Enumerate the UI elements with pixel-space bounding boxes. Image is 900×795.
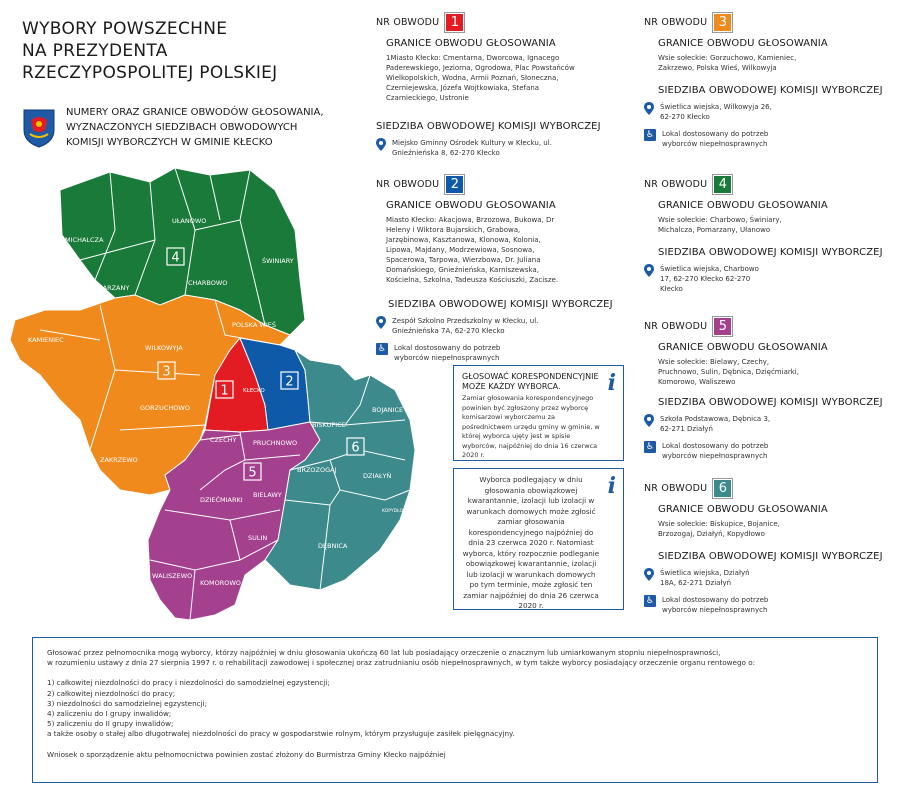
granice-heading: GRANICE OBWODU GŁOSOWANIA: [658, 342, 828, 353]
wheelchair-icon: ♿: [645, 130, 655, 140]
label-pruchnowo: PRUCHNOWO: [253, 439, 298, 447]
label-swiniary: ŚWINIARY: [262, 257, 294, 265]
granice-heading: GRANICE OBWODU GŁOSOWANIA: [658, 504, 828, 515]
map-badge-1: 1: [220, 383, 229, 399]
granice-text: Wsie sołeckie: Gorzuchowo, Kamieniec, Zakrzewo, Polska Wieś, Wilkowyja: [658, 54, 797, 72]
district-map: [0, 160, 440, 640]
quarantine-voting-info: [453, 468, 624, 610]
location-pin-icon: [644, 102, 654, 115]
label-klecko: KŁECKO: [243, 388, 265, 394]
info-heading: GŁOSOWAĆ KORESPONDENCYJNIE MOŻE KAŻDY WYBORCA.: [462, 372, 599, 391]
info-icon: i: [607, 473, 616, 499]
correspondence-voting-info: [453, 365, 624, 461]
label-zakrzewo: ZAKRZEWO: [100, 456, 138, 464]
siedziba-address: Świetlica wiejska, Charbowo 17, 62-270 Kłecko 62-270 Kłecko: [660, 265, 759, 293]
coat-of-arms-icon: [22, 108, 56, 148]
district-nr-badge: 3: [713, 13, 732, 32]
label-kamieniec: KAMIENIEC: [28, 336, 64, 344]
map-badge-5: 5: [248, 465, 257, 481]
map-badge-4: 4: [171, 250, 180, 266]
map-badge-2: 2: [285, 374, 294, 390]
proxy-list-item-3: 3) niezdolności do samodzielnej egzystencji;: [47, 698, 208, 708]
proxy-list-item-1: 1) całkowitej niezdolności do pracy i niezdolności do samodzielnej egzystencji;: [47, 678, 330, 688]
siedziba-address: Zespół Szkolno Przedszkolny w Kłecku, ul. Gnieźnieńska 7A, 62-270 Kłecko: [392, 317, 539, 335]
district-3-panel: [644, 12, 884, 149]
label-komorowo: KOMOROWO: [200, 579, 241, 587]
subtitle-line-3: KOMISJI WYBORCZYCH W GMINIE KŁECKO: [66, 137, 273, 148]
district-1-panel: [376, 12, 606, 158]
label-czechy: CZECHY: [210, 436, 237, 444]
granice-text: 1Miasto Kłecko: Cmentarna, Dworcowa, Ignacego Paderewskiego, Jeziorna, Ogrodowa, Plac Powstańców Wielkopolskich, Wodna, Armii Poznań, Słoneczna, Czerniejewska, Józefa Wojtkowiaka, Stefana Czarnieckiego, Ustronie: [386, 54, 575, 102]
title-line-2: NA PREZYDENTA: [22, 41, 168, 61]
map-badge-6: 6: [351, 440, 360, 456]
label-brzozogaj: BRZOZOGAJ: [297, 466, 337, 474]
district-5-panel: [644, 316, 884, 461]
siedziba-address: Świetlica wiejska, Wilkowyja 26, 62-270 Kłecko: [660, 103, 772, 121]
granice-heading: GRANICE OBWODU GŁOSOWANIA: [386, 38, 556, 49]
siedziba-heading: SIEDZIBA OBWODOWEJ KOMISJI WYBORCZEJ: [376, 121, 601, 132]
siedziba-heading: SIEDZIBA OBWODOWEJ KOMISJI WYBORCZEJ: [658, 397, 883, 408]
district-nr-badge: 2: [445, 175, 464, 194]
wheelchair-icon: ♿: [645, 442, 655, 452]
location-pin-icon: [376, 138, 386, 151]
info-text: Wyborca podlegający w dniu głosowania obowiązkowej kwarantannie, izolacji lub izolacji w warunkach domowych może zgłosić zamiar głosowania korespondencyjnego najpóźniej do dnia 23 czerwca 2020 r. Natomiast wyborca, który rozpocznie podleganie obowiązkowej kwarantannie, izolacji lub izolacji w warunkach domowych po tym terminie, może zgłosić ten zamiar najpóźniej do dnia 26 czerwca 2020 r.: [462, 475, 600, 610]
siedziba-heading: SIEDZIBA OBWODOWEJ KOMISJI WYBORCZEJ: [658, 551, 883, 562]
subtitle-line-1: NUMERY ORAZ GRANICE OBWODÓW GŁOSOWANIA,: [66, 107, 324, 118]
granice-text: Wsie sołeckie: Bielawy, Czechy, Pruchnowo, Sulin, Dębnica, Dzięćmiarki, Komorowo, Waliszewo: [658, 358, 799, 386]
location-pin-icon: [644, 264, 654, 277]
siedziba-address: Świetlica wiejska, Działyń 18A, 62-271 Działyń: [660, 569, 750, 587]
accessible-note: Lokal dostosowany do potrzeb wyborców niepełnosprawnych: [662, 442, 769, 460]
info-text: Zamiar głosowania korespondencyjnego powinien być zgłoszony przez wyborcę komisarzowi wyborczemu za pośrednictwem urzędu gminy w gminie, w której wyborca ujęty jest w spisie wyborców, najpóźniej do dnia 16 czerwca 2020 r.: [462, 394, 600, 459]
siedziba-address: Szkoła Podstawowa, Dębnica 3, 62-271 Działyń: [660, 415, 771, 433]
district-6-panel: [644, 478, 884, 615]
accessible-note: Lokal dostosowany do potrzeb wyborców niepełnosprawnych: [662, 596, 769, 614]
proxy-voting-section: [32, 637, 878, 783]
district-nr-badge: 6: [713, 479, 732, 498]
district-nr-label: NR OBWODU: [376, 16, 440, 28]
proxy-list-item-5: 5) zaliczeniu do II grupy inwalidów;: [47, 719, 174, 729]
label-dziemiarki: DZIEĆMIARKI: [200, 496, 243, 504]
district-nr-label: NR OBWODU: [644, 16, 708, 28]
proxy-list-item-6: a także osoby o stałej albo długotrwałej niezdolności do pracy w gospodarstwie rolnym, którym przysługuje zasiłek pielęgnacyjny.: [47, 729, 515, 739]
label-michalcza: MICHALCZA: [65, 236, 104, 244]
title-line-3: RZECZYPOSPOLITEJ POLSKIEJ: [22, 63, 278, 83]
siedziba-address: Miejsko Gminny Ośrodek Kultury w Kłecku, ul. Gnieźnieńska 8, 62-270 Kłecko: [392, 139, 552, 157]
district-nr-label: NR OBWODU: [644, 482, 708, 494]
wheelchair-icon: ♿: [377, 344, 387, 354]
info-icon: i: [607, 370, 616, 396]
district-nr-label: NR OBWODU: [644, 320, 708, 332]
proxy-list-item-4: 4) zaliczeniu do I grupy inwalidów;: [47, 709, 172, 719]
district-nr-badge: 4: [713, 175, 732, 194]
title-line-1: WYBORY POWSZECHNE: [22, 19, 228, 39]
district-4-panel: [644, 174, 884, 294]
granice-heading: GRANICE OBWODU GŁOSOWANIA: [658, 200, 828, 211]
proxy-paragraph-2: Wniosek o sporządzenie aktu pełnomocnictwa powinien zostać złożony do Burmistrza Gminy Kłecko najpóźniej: [47, 749, 446, 759]
label-ulanowo: UŁANOWO: [172, 217, 207, 225]
label-dzialyn: DZIAŁYŃ: [363, 472, 392, 480]
map-badge-3: 3: [162, 364, 171, 380]
district-nr-label: NR OBWODU: [644, 178, 708, 190]
label-bielawy: BIELAWY: [253, 491, 282, 499]
label-gorzuchowo: GORZUCHOWO: [140, 404, 190, 412]
district-2-panel: [376, 174, 613, 363]
siedziba-heading: SIEDZIBA OBWODOWEJ KOMISJI WYBORCZEJ: [658, 85, 883, 96]
granice-heading: GRANICE OBWODU GŁOSOWANIA: [386, 200, 556, 211]
label-biskupice: BISKUPICE: [312, 421, 346, 429]
accessible-note: Lokal dostosowany do potrzeb wyborców niepełnosprawnych: [662, 130, 769, 148]
granice-text: Wsie sołeckie: Biskupice, Bojanice, Brzozogaj, Działyń, Kopydłowo: [658, 520, 780, 538]
location-pin-icon: [376, 316, 386, 329]
label-waliszewo: WALISZEWO: [152, 572, 193, 580]
granice-heading: GRANICE OBWODU GŁOSOWANIA: [658, 38, 828, 49]
district-nr-badge: 5: [713, 317, 732, 336]
proxy-paragraph-1b: w rozumieniu ustawy z dnia 27 sierpnia 1997 r. o rehabilitacji zawodowej i społecznej oraz zatrudnianiu osób niepełnosprawnych, w tym także wyborcy posiadający orzeczenie organu rentowego o:: [47, 658, 756, 668]
label-debnica: DĘBNICA: [318, 542, 348, 550]
label-sulin: SULIN: [248, 534, 268, 542]
siedziba-heading: SIEDZIBA OBWODOWEJ KOMISJI WYBORCZEJ: [388, 299, 613, 310]
district-nr-badge: 1: [445, 13, 464, 32]
wheelchair-icon: ♿: [645, 596, 655, 606]
proxy-list-item-2: 2) całkowitej niezdolności do pracy;: [47, 688, 176, 698]
district-nr-label: NR OBWODU: [376, 178, 440, 190]
location-pin-icon: [644, 414, 654, 427]
label-charbowo: CHARBOWO: [188, 279, 228, 287]
granice-text: Miasto Kłecko: Akacjowa, Brzozowa, Bukowa, Dr Heleny i Wiktora Bujarskich, Grabowa, Jarzębinowa, Kasztanowa, Klonowa, Kolonia, Lipowa, Majdany, Modrzewiowa, Sosnowa, Spacerowa, Tarpowa, Wierzbowa, Dr. Juliana Domańskiego, Gnieźnieńska, Karniszewska, Kościelna, Szkolna, Tadeusza Kościuszki, Zacisze.: [386, 216, 559, 284]
label-polska-wies: POLSKA WIEŚ: [232, 321, 277, 329]
label-kopydlowo: KOPYDŁOWO: [382, 509, 412, 514]
label-bojanice: BOJANICE: [372, 406, 404, 414]
page-title: [22, 18, 322, 84]
accessible-note: Lokal dostosowany do potrzeb wyborców niepełnosprawnych: [394, 344, 501, 362]
map-subtitle: [66, 105, 346, 150]
subtitle-line-2: WYZNACZONYCH SIEDZIBACH OBWODOWYCH: [66, 122, 298, 133]
location-pin-icon: [644, 568, 654, 581]
label-wilkowyja: WILKOWYJA: [145, 344, 183, 352]
label-pomarzany: POMARZANY: [88, 284, 130, 292]
proxy-paragraph-1a: Głosować przez pełnomocnika mogą wyborcy, którzy najpóźniej w dniu głosowania ukończą 60 lat lub posiadający orzeczenie o znacznym lub umiarkowanym stopniu niepełnosprawności,: [47, 648, 721, 657]
siedziba-heading: SIEDZIBA OBWODOWEJ KOMISJI WYBORCZEJ: [658, 247, 883, 258]
granice-text: Wsie sołeckie: Charbowo, Świniary, Michalcza, Pomarzany, Ułanowo: [658, 216, 782, 234]
